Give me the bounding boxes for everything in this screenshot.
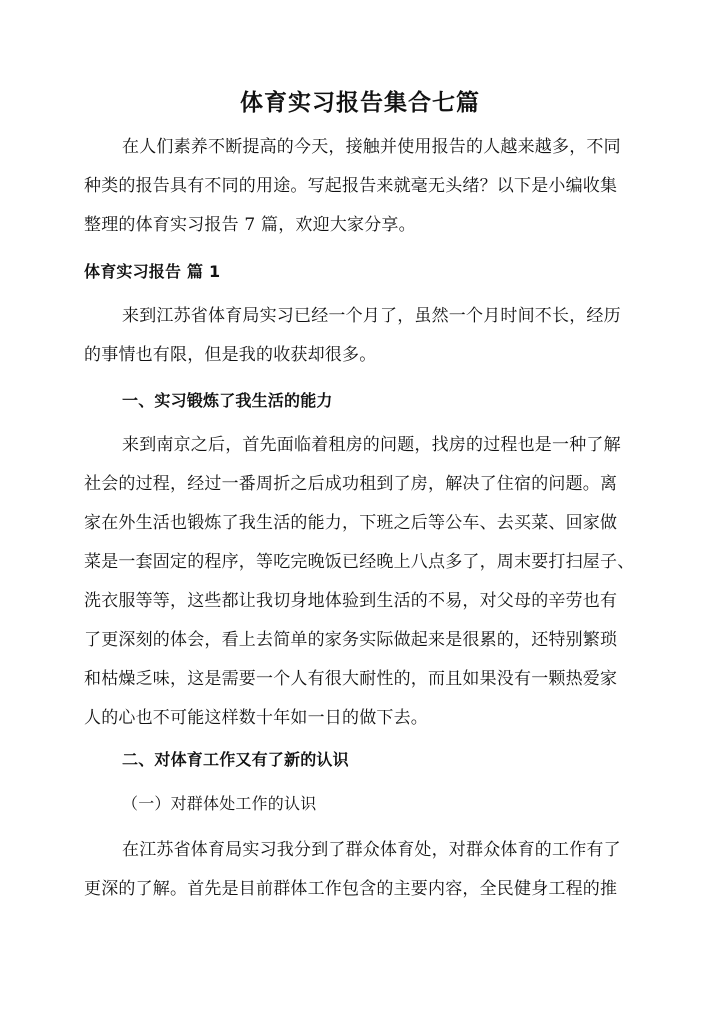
- para2-line-4: 菜是一套固定的程序，等吃完晚饭已经晚上八点多了，周末要打扫屋子、: [84, 552, 635, 572]
- heading-1: 一、实习锻炼了我生活的能力: [122, 391, 333, 410]
- para2-line-5: 洗衣服等等，这些都让我切身地体验到生活的不易，对父母的辛劳也有: [84, 591, 618, 611]
- para2-line-1: 来到南京之后，首先面临着租房的问题，找房的过程也是一种了解: [122, 435, 621, 455]
- para2-line-7: 和枯燥乏味，这是需要一个人有很大耐性的，而且如果没有一颗热爱家: [84, 669, 618, 689]
- para3-line-2: 更深的了解。首先是目前群体工作包含的主要内容，全民健身工程的推: [84, 879, 618, 899]
- para1-line-2: 的事情也有限，但是我的收获却很多。: [84, 345, 377, 365]
- subheading-1: （一）对群体处工作的认识: [122, 794, 317, 813]
- intro-line-2: 种类的报告具有不同的用途。写起报告来就毫无头绪？以下是小编收集: [84, 176, 618, 196]
- para2-line-2: 社会的过程，经过一番周折之后成功租到了房，解决了住宿的问题。离: [84, 474, 618, 494]
- para1-line-1: 来到江苏省体育局实习已经一个月了，虽然一个月时间不长，经历: [122, 306, 621, 326]
- section-title: 体育实习报告 篇 1: [84, 262, 221, 281]
- para3-line-1: 在江苏省体育局实习我分到了群众体育处，对群众体育的工作有了: [122, 840, 621, 860]
- para2-line-3: 家在外生活也锻炼了我生活的能力，下班之后等公车、去买菜、回家做: [84, 513, 618, 533]
- document-title: 体育实习报告集合七篇: [240, 90, 480, 116]
- intro-line-1: 在人们素养不断提高的今天，接触并使用报告的人越来越多，不同: [122, 137, 621, 157]
- para2-line-8: 人的心也不可能这样数十年如一日的做下去。: [84, 708, 428, 728]
- heading-2: 二、对体育工作又有了新的认识: [122, 750, 349, 769]
- intro-line-3: 整理的体育实习报告 7 篇，欢迎大家分享。: [84, 215, 416, 235]
- para2-line-6: 了更深刻的体会，看上去简单的家务实际做起来是很累的，还特别繁琐: [84, 630, 618, 650]
